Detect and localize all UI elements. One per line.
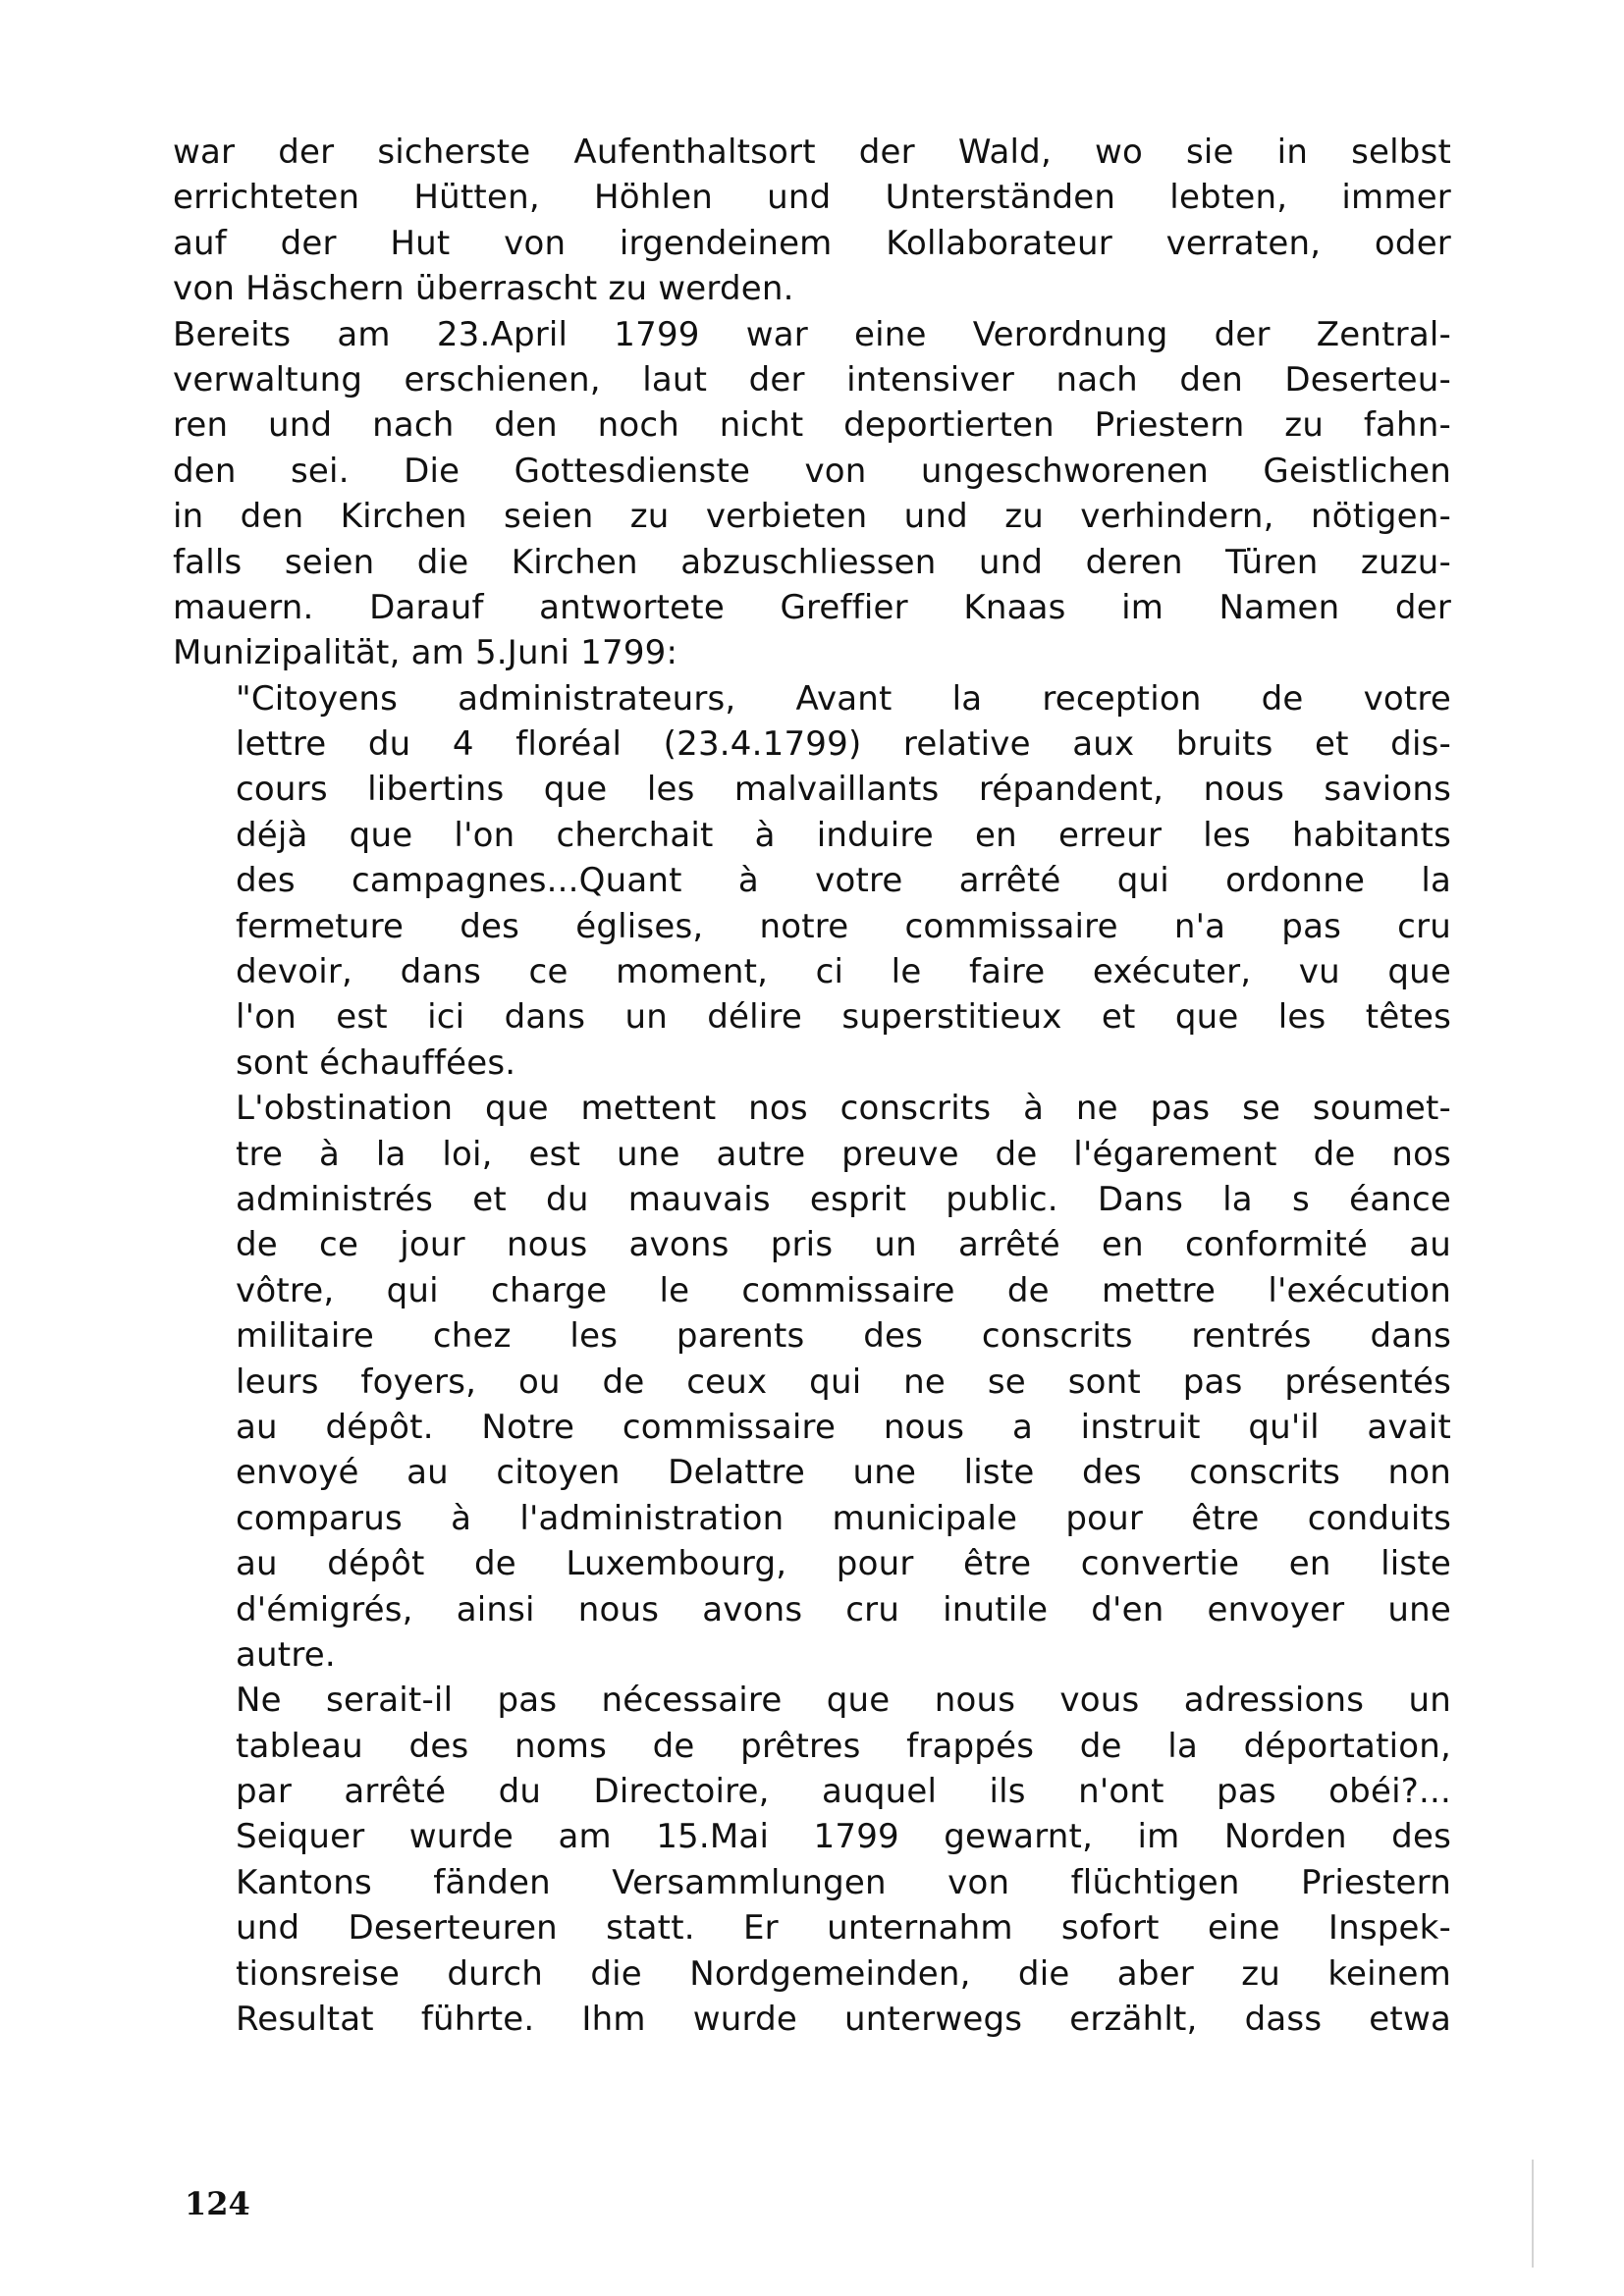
quote-line: vôtre, qui charge le commissaire de mettre l'exécution bbox=[236, 1270, 1451, 1310]
quote-line: fermeture des églises, notre commissaire n'a pas cru bbox=[236, 906, 1451, 946]
text-line: mauern. Darauf antwortete Greffier Knaas im Namen der bbox=[173, 587, 1451, 627]
quoted-letter bbox=[236, 676, 1451, 2043]
quote-line: und Deserteuren statt. Er unternahm sofort eine Inspek- bbox=[236, 1908, 1451, 1949]
quote-line: autre. bbox=[236, 1634, 336, 1675]
text-line: war der sicherste Aufenthaltsort der Wald, wo sie in selbst bbox=[173, 133, 1451, 172]
text-line: verwaltung erschienen, laut der intensiver nach den Deserteu- bbox=[173, 359, 1451, 400]
quote-line: d'émigrés, ainsi nous avons cru inutile d'en envoyer une bbox=[236, 1589, 1451, 1629]
quote-line: comparus à l'administration municipale pour être conduits bbox=[236, 1498, 1451, 1538]
quote-line: cours libertins que les malvaillants répandent, nous savions bbox=[236, 770, 1451, 810]
text-line: falls seien die Kirchen abzuschliessen und deren Türen zuzu- bbox=[173, 542, 1451, 582]
page-number: 124 bbox=[185, 2185, 250, 2222]
quote-line: Ne serait-il pas nécessaire que nous vous adressions un bbox=[236, 1681, 1451, 1721]
text-line: auf der Hut von irgendeinem Kollaborateur verraten, oder bbox=[173, 223, 1451, 263]
quote-line: envoyé au citoyen Delattre une liste des conscrits non bbox=[236, 1453, 1451, 1493]
quote-line: leurs foyers, ou de ceux qui ne se sont pas présentés bbox=[236, 1362, 1451, 1402]
quote-line: tre à la loi, est une autre preuve de l'égarement de nos bbox=[236, 1134, 1451, 1174]
text-line: errichteten Hütten, Höhlen und Unterständen lebten, immer bbox=[173, 178, 1451, 218]
quote-line: au dépôt de Luxembourg, pour être convertie en liste bbox=[236, 1544, 1451, 1584]
text-line: ren und nach den noch nicht deportierten Priestern zu fahn- bbox=[173, 405, 1451, 446]
quote-line: de ce jour nous avons pris un arrêté en conformité au bbox=[236, 1225, 1451, 1265]
quote-line: "Citoyens administrateurs, Avant la reception de votre bbox=[236, 678, 1451, 719]
quote-line: l'on est ici dans un délire superstitieux et que les têtes bbox=[236, 997, 1451, 1038]
text-line: Munizipalität, am 5.Juni 1799: bbox=[173, 633, 678, 673]
quote-line: déjà que l'on cherchait à induire en erreur les habitants bbox=[236, 815, 1451, 855]
quote-line: administrés et du mauvais esprit public. Dans la s éance bbox=[236, 1179, 1451, 1219]
quote-line: Resultat führte. Ihm wurde unterwegs erzählt, dass etwa bbox=[236, 2000, 1451, 2040]
quote-line: par arrêté du Directoire, auquel ils n'ont pas obéi?... bbox=[236, 1772, 1451, 1812]
text-line: Bereits am 23.April 1799 war eine Verordnung der Zentral- bbox=[173, 314, 1451, 354]
quote-line: sont échauffées. bbox=[236, 1042, 516, 1083]
quote-line: Kantons fänden Versammlungen von flüchtigen Priestern bbox=[236, 1862, 1451, 1902]
text-line: in den Kirchen seien zu verbieten und zu verhindern, nötigen- bbox=[173, 497, 1451, 537]
quote-line: devoir, dans ce moment, ci le faire exécuter, vu que bbox=[236, 952, 1451, 992]
quote-line: Seiquer wurde am 15.Mai 1799 gewarnt, im Norden des bbox=[236, 1817, 1451, 1857]
quote-line: tableau des noms de prêtres frappés de la déportation, bbox=[236, 1726, 1451, 1766]
scan-edge-line bbox=[1532, 2160, 1534, 2268]
quote-line: L'obstination que mettent nos conscrits à ne pas se soumet- bbox=[236, 1089, 1451, 1129]
quote-line: des campagnes...Quant à votre arrêté qui ordonne la bbox=[236, 861, 1451, 901]
text-line: den sei. Die Gottesdienste von ungeschworenen Geistlichen bbox=[173, 451, 1451, 491]
quote-line: tionsreise durch die Nordgemeinden, die aber zu keinem bbox=[236, 1953, 1451, 1994]
quote-line: militaire chez les parents des conscrits rentrés dans bbox=[236, 1316, 1451, 1357]
text-line: von Häschern überrascht zu werden. bbox=[173, 269, 794, 309]
quote-line: au dépôt. Notre commissaire nous a instruit qu'il avait bbox=[236, 1407, 1451, 1447]
body-text bbox=[173, 130, 1451, 2042]
quote-line: lettre du 4 floréal (23.4.1799) relative aux bruits et dis- bbox=[236, 724, 1451, 765]
